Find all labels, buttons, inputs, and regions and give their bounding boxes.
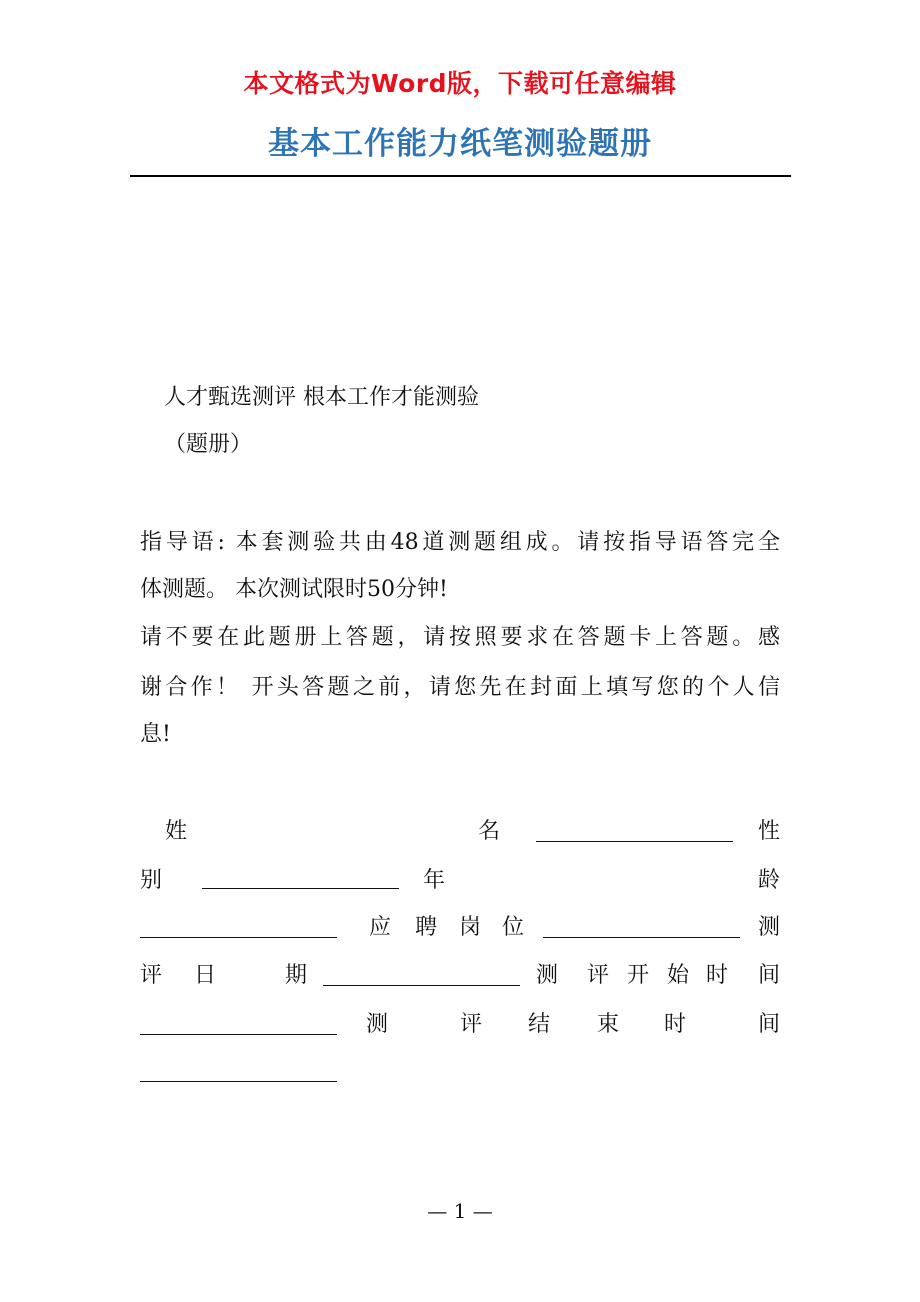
instruction-line: 谢合作！ 开头答题之前，请您先在封面上填写您的个人信 xyxy=(140,675,780,700)
test-date-label-char: 日 xyxy=(194,963,217,988)
end-time-blank[interactable] xyxy=(140,1059,337,1082)
instruction-line: 体测题。 本次测试限时50分钟! xyxy=(140,577,448,602)
gender-label-char: 别 xyxy=(140,868,163,893)
age-blank[interactable] xyxy=(140,915,337,938)
download-banner: 本文格式为Word版，下载可任意编辑 xyxy=(243,69,677,98)
test-date-label-char: 期 xyxy=(285,963,308,988)
end-time-label-char: 时 xyxy=(664,1012,687,1037)
position-label-char: 岗 xyxy=(459,915,482,940)
instruction-line: 请不要在此题册上答题，请按照要求在答题卡上答题。感 xyxy=(140,625,780,650)
age-label-char: 龄 xyxy=(758,868,781,893)
position-label-char: 聘 xyxy=(415,915,438,940)
start-time-blank[interactable] xyxy=(140,1012,337,1035)
test-subtitle: 人才甄选测评 根本工作才能测验 xyxy=(164,385,479,410)
start-time-label-char: 开 xyxy=(627,963,650,988)
start-time-label-char: 间 xyxy=(758,963,781,988)
end-time-label-char: 束 xyxy=(597,1012,620,1037)
end-time-label-char: 评 xyxy=(460,1012,483,1037)
start-time-label-char: 时 xyxy=(706,963,729,988)
instruction-line: 指导语: 本套测验共由48道测题组成。请按指导语答完全 xyxy=(140,530,780,555)
start-time-label-char: 评 xyxy=(587,963,610,988)
gender-label-char: 性 xyxy=(758,819,781,844)
name-label-char: 名 xyxy=(478,819,501,844)
name-blank[interactable] xyxy=(536,819,733,842)
document-title: 基本工作能力纸笔测验题册 xyxy=(268,126,652,162)
test-date-label-char: 评 xyxy=(140,963,163,988)
booklet-label: （题册） xyxy=(164,432,253,457)
gender-blank[interactable] xyxy=(202,866,399,889)
end-time-label-char: 间 xyxy=(758,1012,781,1037)
position-label-char: 应 xyxy=(369,915,392,940)
age-label-char: 年 xyxy=(423,868,446,893)
test-date-blank[interactable] xyxy=(323,963,520,986)
position-label-char: 位 xyxy=(502,915,525,940)
title-divider xyxy=(130,175,791,177)
test-date-label-char: 测 xyxy=(758,915,781,940)
name-label-char: 姓 xyxy=(165,819,188,844)
instruction-line: 息! xyxy=(140,722,171,747)
start-time-label-char: 测 xyxy=(536,963,559,988)
end-time-label-char: 测 xyxy=(366,1012,389,1037)
start-time-label-char: 始 xyxy=(667,963,690,988)
end-time-label-char: 结 xyxy=(528,1012,551,1037)
page-number: — 1 — xyxy=(427,1199,493,1223)
position-blank[interactable] xyxy=(543,915,740,938)
